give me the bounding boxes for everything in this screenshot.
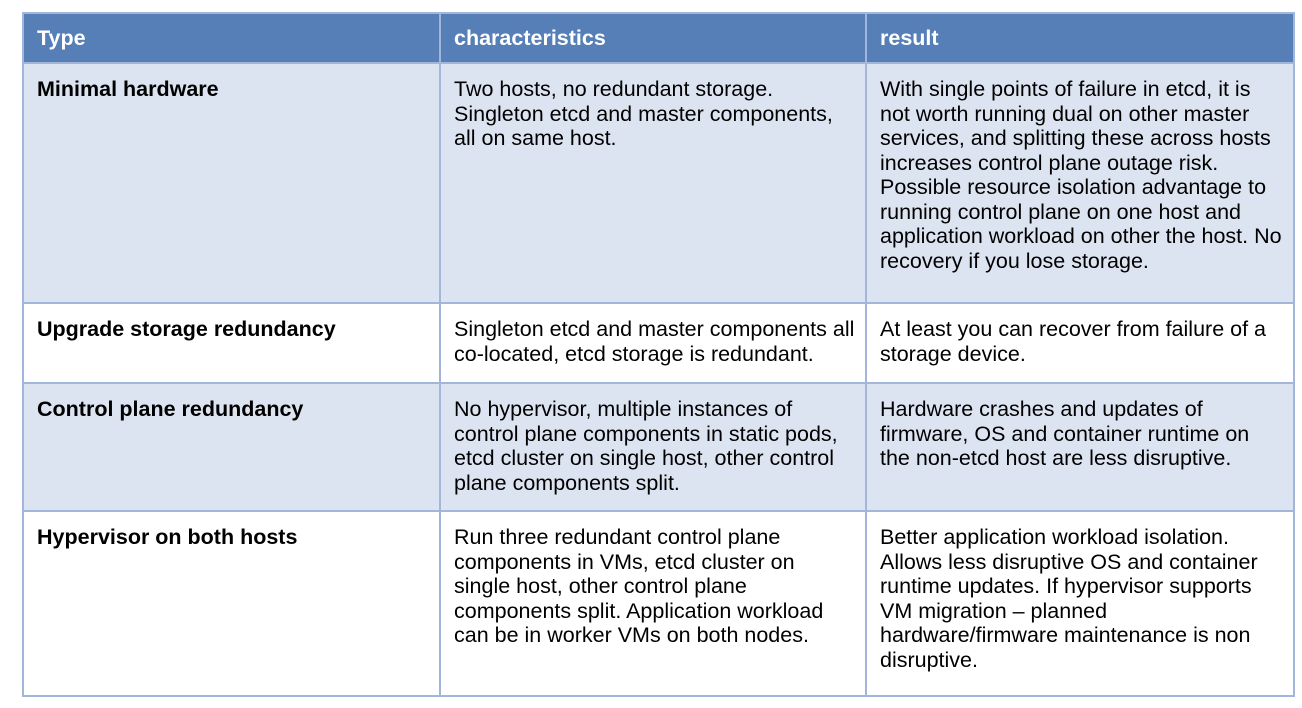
cell-type: Hypervisor on both hosts [23, 511, 440, 696]
cell-result: At least you can recover from failure of a storage device. [866, 303, 1294, 383]
cell-characteristics: No hypervisor, multiple instances of control plane components in static pods, etcd cluster on single host, other control plane components split. [440, 383, 866, 511]
header-cell-type: Type [23, 13, 440, 63]
table-row-control-plane-redundancy [23, 383, 1294, 511]
cell-characteristics: Singleton etcd and master components all co-located, etcd storage is redundant. [440, 303, 866, 383]
table-row-hypervisor-on-both-hosts [23, 511, 1294, 696]
header-cell-result: result [866, 13, 1294, 63]
header-cell-characteristics: characteristics [440, 13, 866, 63]
cell-type: Upgrade storage redundancy [23, 303, 440, 383]
table-row-minimal-hardware [23, 63, 1294, 303]
cell-result: With single points of failure in etcd, it is not worth running dual on other master services, and splitting these across hosts increases control plane outage risk. Possible resource isolation advantage to running control plane on one host and application workload on other the host. No recovery if you lose storage. [866, 63, 1294, 303]
cell-characteristics: Run three redundant control plane components in VMs, etcd cluster on single host, other control plane components split. Application workload can be in worker VMs on both nodes. [440, 511, 866, 696]
cell-result: Better application workload isolation. Allows less disruptive OS and container runtime updates. If hypervisor supports VM migration – planned hardware/firmware maintenance is non disruptive. [866, 511, 1294, 696]
cell-type: Minimal hardware [23, 63, 440, 303]
cell-characteristics: Two hosts, no redundant storage. Singleton etcd and master components, all on same host. [440, 63, 866, 303]
cluster-options-table [22, 12, 1295, 697]
table-row-upgrade-storage-redundancy [23, 303, 1294, 383]
table-header-row [23, 13, 1294, 63]
cell-type: Control plane redundancy [23, 383, 440, 511]
cell-result: Hardware crashes and updates of firmware, OS and container runtime on the non-etcd host are less disruptive. [866, 383, 1294, 511]
